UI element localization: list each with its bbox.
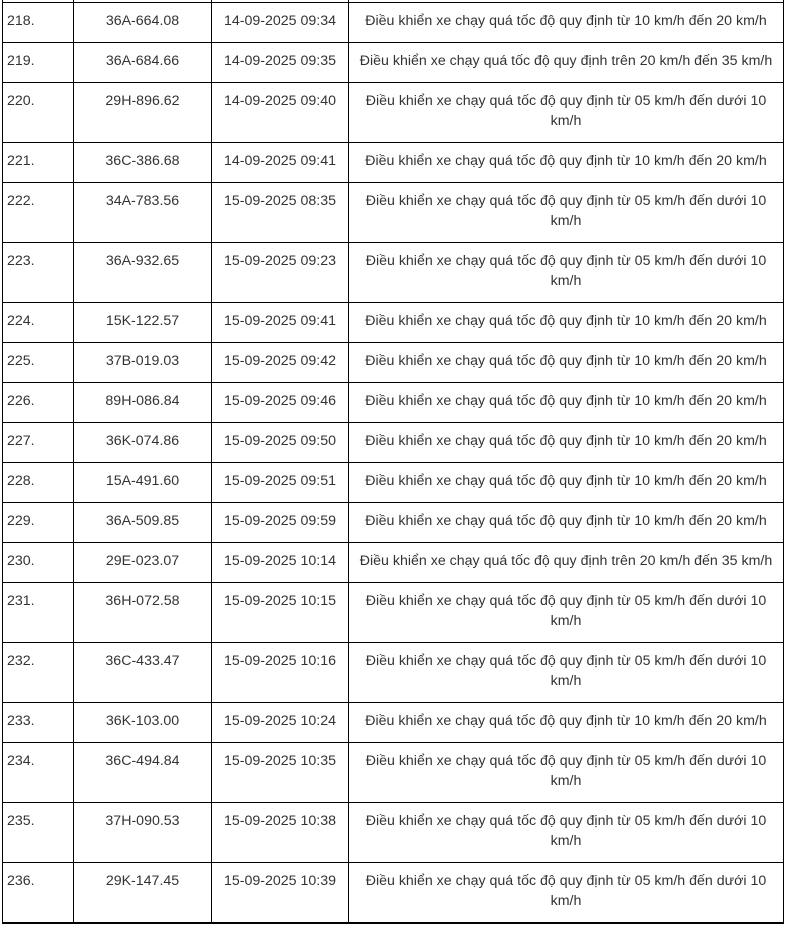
violation-datetime-cell: 15-09-2025 09:59 [212, 503, 349, 543]
license-plate-cell: 34A-783.56 [74, 183, 212, 243]
table-row [3, 143, 784, 183]
license-plate-cell: 37B-019.03 [74, 343, 212, 383]
license-plate-cell: 29K-147.45 [74, 863, 212, 924]
license-plate-cell: 36A-509.85 [74, 503, 212, 543]
license-plate-cell: 36A-932.65 [74, 243, 212, 303]
license-plate-cell: 29H-896.62 [74, 83, 212, 143]
row-number-cell: 230. [3, 543, 74, 583]
table-row [3, 343, 784, 383]
row-number-cell: 226. [3, 383, 74, 423]
violation-datetime-cell: 15-09-2025 10:24 [212, 703, 349, 743]
row-number-cell: 225. [3, 343, 74, 383]
table-row [3, 803, 784, 863]
table-row [3, 543, 784, 583]
violation-description-cell: Điều khiển xe chạy quá tốc độ quy định từ 10 km/h đến 20 km/h [349, 463, 784, 503]
row-number-cell: 236. [3, 863, 74, 924]
table-row [3, 303, 784, 343]
license-plate-cell: 15K-122.57 [74, 303, 212, 343]
row-number-cell: 235. [3, 803, 74, 863]
row-number-cell: 218. [3, 3, 74, 43]
violation-datetime-cell: 15-09-2025 10:16 [212, 643, 349, 703]
violation-datetime-cell: 15-09-2025 09:46 [212, 383, 349, 423]
row-number-cell: 222. [3, 183, 74, 243]
violation-description-cell: Điều khiển xe chạy quá tốc độ quy định từ 10 km/h đến 20 km/h [349, 303, 784, 343]
table-row [3, 243, 784, 303]
license-plate-cell: 36C-386.68 [74, 143, 212, 183]
violation-description-cell: Điều khiển xe chạy quá tốc độ quy định từ 05 km/h đến dưới 10 km/h [349, 243, 784, 303]
violation-description-cell: Điều khiển xe chạy quá tốc độ quy định từ 10 km/h đến 20 km/h [349, 3, 784, 43]
violation-datetime-cell: 15-09-2025 10:15 [212, 583, 349, 643]
violation-description-cell: Điều khiển xe chạy quá tốc độ quy định từ 10 km/h đến 20 km/h [349, 703, 784, 743]
table-row [3, 423, 784, 463]
violation-datetime-cell: 15-09-2025 10:14 [212, 543, 349, 583]
table-row [3, 863, 784, 924]
row-number-cell: 232. [3, 643, 74, 703]
table-row [3, 83, 784, 143]
violation-datetime-cell: 14-09-2025 09:35 [212, 43, 349, 83]
violation-description-cell: Điều khiển xe chạy quá tốc độ quy định từ 05 km/h đến dưới 10 km/h [349, 743, 784, 803]
violation-datetime-cell: 15-09-2025 08:35 [212, 183, 349, 243]
row-number-cell: 228. [3, 463, 74, 503]
license-plate-cell: 36A-684.66 [74, 43, 212, 83]
row-number-cell: 233. [3, 703, 74, 743]
violation-description-cell: Điều khiển xe chạy quá tốc độ quy định từ 10 km/h đến 20 km/h [349, 383, 784, 423]
violation-description-cell: Điều khiển xe chạy quá tốc độ quy định từ 10 km/h đến 20 km/h [349, 343, 784, 383]
violation-datetime-cell: 15-09-2025 09:51 [212, 463, 349, 503]
violation-datetime-cell: 15-09-2025 10:38 [212, 803, 349, 863]
license-plate-cell: 37H-090.53 [74, 803, 212, 863]
table-row [3, 463, 784, 503]
violation-datetime-cell: 15-09-2025 09:50 [212, 423, 349, 463]
violation-datetime-cell: 14-09-2025 09:41 [212, 143, 349, 183]
table-row [3, 703, 784, 743]
violation-description-cell: Điều khiển xe chạy quá tốc độ quy định từ 05 km/h đến dưới 10 km/h [349, 583, 784, 643]
violation-description-cell: Điều khiển xe chạy quá tốc độ quy định từ 05 km/h đến dưới 10 km/h [349, 803, 784, 863]
table-row [3, 583, 784, 643]
license-plate-cell: 36A-664.08 [74, 3, 212, 43]
violation-description-cell: Điều khiển xe chạy quá tốc độ quy định từ 05 km/h đến dưới 10 km/h [349, 183, 784, 243]
violation-description-cell: Điều khiển xe chạy quá tốc độ quy định từ 10 km/h đến 20 km/h [349, 143, 784, 183]
table-row [3, 383, 784, 423]
violation-datetime-cell: 15-09-2025 09:41 [212, 303, 349, 343]
row-number-cell: 224. [3, 303, 74, 343]
violations-table [2, 0, 784, 924]
row-number-cell: 219. [3, 43, 74, 83]
violation-datetime-cell: 15-09-2025 10:39 [212, 863, 349, 924]
table-row [3, 3, 784, 43]
license-plate-cell: 36C-433.47 [74, 643, 212, 703]
table-row [3, 643, 784, 703]
table-row [3, 743, 784, 803]
row-number-cell: 221. [3, 143, 74, 183]
violation-description-cell: Điều khiển xe chạy quá tốc độ quy định từ 05 km/h đến dưới 10 km/h [349, 643, 784, 703]
table-row [3, 503, 784, 543]
row-number-cell: 220. [3, 83, 74, 143]
row-number-cell: 223. [3, 243, 74, 303]
violation-datetime-cell: 15-09-2025 10:35 [212, 743, 349, 803]
license-plate-cell: 29E-023.07 [74, 543, 212, 583]
violation-description-cell: Điều khiển xe chạy quá tốc độ quy định trên 20 km/h đến 35 km/h [349, 543, 784, 583]
table-row [3, 183, 784, 243]
row-number-cell: 231. [3, 583, 74, 643]
license-plate-cell: 36H-072.58 [74, 583, 212, 643]
license-plate-cell: 36C-494.84 [74, 743, 212, 803]
violation-datetime-cell: 15-09-2025 09:23 [212, 243, 349, 303]
violation-description-cell: Điều khiển xe chạy quá tốc độ quy định từ 10 km/h đến 20 km/h [349, 423, 784, 463]
row-number-cell: 227. [3, 423, 74, 463]
table-row [3, 43, 784, 83]
violation-datetime-cell: 14-09-2025 09:40 [212, 83, 349, 143]
violation-description-cell: Điều khiển xe chạy quá tốc độ quy định trên 20 km/h đến 35 km/h [349, 43, 784, 83]
violation-description-cell: Điều khiển xe chạy quá tốc độ quy định từ 05 km/h đến dưới 10 km/h [349, 863, 784, 924]
violation-datetime-cell: 14-09-2025 09:34 [212, 3, 349, 43]
violation-description-cell: Điều khiển xe chạy quá tốc độ quy định từ 05 km/h đến dưới 10 km/h [349, 83, 784, 143]
row-number-cell: 229. [3, 503, 74, 543]
row-number-cell: 234. [3, 743, 74, 803]
violation-description-cell: Điều khiển xe chạy quá tốc độ quy định từ 10 km/h đến 20 km/h [349, 503, 784, 543]
violation-datetime-cell: 15-09-2025 09:42 [212, 343, 349, 383]
violations-table-body [3, 0, 784, 923]
license-plate-cell: 36K-103.00 [74, 703, 212, 743]
license-plate-cell: 89H-086.84 [74, 383, 212, 423]
license-plate-cell: 15A-491.60 [74, 463, 212, 503]
license-plate-cell: 36K-074.86 [74, 423, 212, 463]
